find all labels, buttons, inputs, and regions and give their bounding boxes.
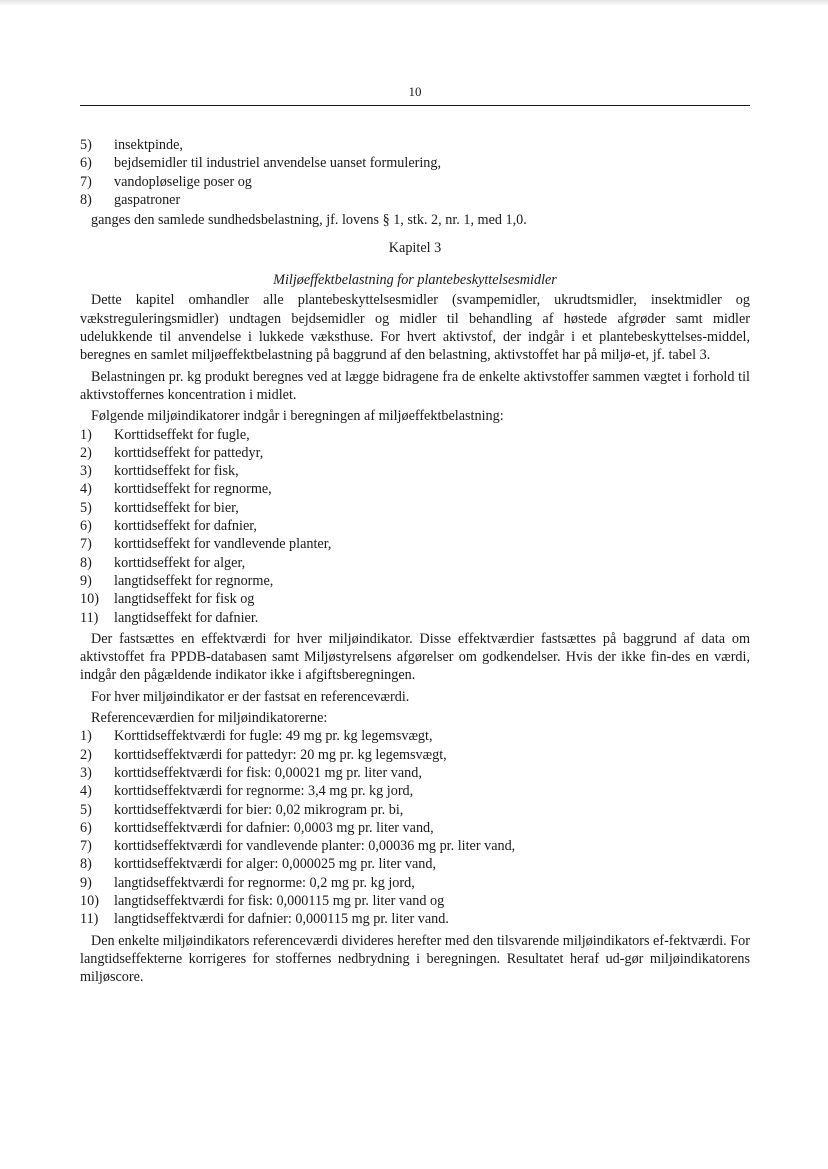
list-item-text: vandopløselige poser og (114, 173, 252, 190)
list-item-number: 5) (80, 499, 92, 516)
list-item-number: 2) (80, 746, 92, 763)
paragraph-reference-heading: Referenceværdien for miljøindikatorerne: (91, 710, 328, 727)
list-item-text: Korttidseffekt for fugle, (114, 426, 250, 443)
paragraph-scope: Dette kapitel omhandler alle plantebeskyttelsesmidler (svampemidler, ukrudtsmidler, insektmidler og vækstreguleringsmidler) undtagen bejdsemidler og midler til behandling af høstede afgrøder samt midler udelukkende til anvendelse i lukkede væksthuse. For hvert aktivstof, der indgår i et plantebeskyttelses-middel, beregnes en samlet miljøeffektbelastning på baggrund af den belastning, aktivstoffet har på miljø-et, jf. tabel 3. (80, 292, 750, 364)
list-item-text: langtidseffekt for regnorme, (114, 572, 274, 589)
list-item (80, 727, 750, 745)
list-item-text: korttidseffektværdi for bier: 0,02 mikrogram pr. bi, (114, 801, 404, 818)
list-reference-values (80, 727, 750, 928)
list-item-text: langtidseffektværdi for fisk: 0,000115 mg pr. liter vand og (114, 892, 445, 909)
list-item-text: korttidseffektværdi for regnorme: 3,4 mg pr. kg jord, (114, 783, 414, 800)
list-item-text: langtidseffektværdi for regnorme: 0,2 mg pr. kg jord, (114, 874, 415, 891)
paragraph-weighting: Belastningen pr. kg produkt beregnes ved at lægge bidragene fra de enkelte aktivstoffer sammen vægtet i forhold til aktivstoffernes koncentration i midlet. (80, 368, 750, 403)
list-a (80, 136, 750, 209)
list-item (80, 572, 750, 590)
list-item (80, 892, 750, 910)
list-item-number: 7) (80, 173, 92, 190)
list-item-number: 5) (80, 801, 92, 818)
paragraph-effect-values: Der fastsættes en effektværdi for hver miljøindikator. Disse effektværdier fastsættes på baggrund af data om aktivstoffet fra PPDB-databasen samt Miljøstyrelsens afgørelser om godkendelser. Hvis der ikke fin-des en værdi, indgår den pågældende indikator ikke i afgiftsberegningen. (80, 630, 750, 684)
document-page (80, 84, 750, 986)
list-item-text: Korttidseffektværdi for fugle: 49 mg pr. kg legemsvægt, (114, 728, 433, 745)
page-number: 10 (408, 84, 422, 99)
paragraph-reference-intro: For hver miljøindikator er der fastsat en referenceværdi. (91, 688, 410, 705)
list-item (80, 874, 750, 892)
list-item (80, 499, 750, 517)
list-item-number: 7) (80, 536, 92, 553)
list-item (80, 535, 750, 553)
list-item (80, 819, 750, 837)
list-item-text: korttidseffektværdi for pattedyr: 20 mg pr. kg legemsvægt, (114, 746, 447, 763)
list-item (80, 910, 750, 928)
list-item-number: 10) (80, 892, 99, 909)
list-indicators (80, 426, 750, 627)
list-item-number: 8) (80, 554, 92, 571)
list-item-number: 3) (80, 463, 92, 480)
list-item-number: 7) (80, 838, 92, 855)
list-item-number: 6) (80, 819, 92, 836)
list-item (80, 764, 750, 782)
list-item-number: 10) (80, 591, 99, 608)
list-item-number: 6) (80, 518, 92, 535)
list-item-number: 9) (80, 874, 92, 891)
list-item (80, 517, 750, 535)
header-rule (80, 105, 750, 106)
list-item-text: korttidseffektværdi for alger: 0,000025 mg pr. liter vand, (114, 856, 437, 873)
list-item-text: langtidseffekt for dafnier. (114, 609, 259, 626)
list-item-number: 11) (80, 911, 99, 928)
paragraph-multiplier: ganges den samlede sundhedsbelastning, jf. lovens § 1, stk. 2, nr. 1, med 1,0. (91, 212, 527, 229)
list-item-text: korttidseffekt for regnorme, (114, 481, 272, 498)
list-item-text: korttidseffektværdi for fisk: 0,00021 mg pr. liter vand, (114, 764, 422, 781)
list-item (80, 136, 750, 154)
list-item-number: 4) (80, 481, 92, 498)
list-item-number: 6) (80, 155, 92, 172)
list-item (80, 191, 750, 209)
list-item (80, 480, 750, 498)
paragraph-indicators-intro: Følgende miljøindikatorer indgår i beregningen af miljøeffektbelastning: (91, 408, 504, 425)
list-item (80, 554, 750, 572)
list-item-number: 3) (80, 764, 92, 781)
list-item-number: 4) (80, 783, 92, 800)
list-item-text: korttidseffekt for alger, (114, 554, 246, 571)
list-item-text: korttidseffektværdi for vandlevende planter: 0,00036 mg pr. liter vand, (114, 838, 516, 855)
list-item (80, 609, 750, 627)
list-item-number: 1) (80, 728, 92, 745)
list-item-text: korttidseffekt for pattedyr, (114, 444, 264, 461)
scan-edge (0, 0, 828, 6)
list-item (80, 590, 750, 608)
list-item-number: 5) (80, 137, 92, 153)
list-item (80, 801, 750, 819)
list-item-number: 2) (80, 444, 92, 461)
list-item-text: korttidseffekt for dafnier, (114, 518, 257, 535)
list-item (80, 837, 750, 855)
list-item (80, 444, 750, 462)
list-item (80, 782, 750, 800)
list-item-text: korttidseffekt for vandlevende planter, (114, 536, 332, 553)
list-item-text: korttidseffekt for bier, (114, 499, 239, 516)
list-item-text: korttidseffekt for fisk, (114, 463, 239, 480)
list-item-number: 1) (80, 426, 92, 443)
list-item-number: 8) (80, 856, 92, 873)
list-item-text: insektpinde, (114, 137, 183, 153)
list-item-text: korttidseffektværdi for dafnier: 0,0003 mg pr. liter vand, (114, 819, 434, 836)
list-item-text: langtidseffekt for fisk og (114, 591, 255, 608)
list-item-number: 9) (80, 572, 92, 589)
list-item (80, 426, 750, 444)
chapter-title: Kapitel 3 (388, 240, 442, 257)
paragraph-score: Den enkelte miljøindikators referenceværdi divideres herefter med den tilsvarende miljøindikators ef-fektværdi. For langtidseffekterne korrigeres for stoffernes nedbrydning i beregningen. Resultatet heraf ud-gør miljøindikatorens miljøscore. (80, 932, 750, 986)
list-item (80, 855, 750, 873)
list-item (80, 746, 750, 764)
chapter-subtitle: Miljøeffektbelastning for plantebeskyttelsesmidler (273, 272, 557, 289)
list-item (80, 462, 750, 480)
list-item-text: langtidseffektværdi for dafnier: 0,000115 mg pr. liter vand. (114, 911, 449, 928)
list-item-number: 8) (80, 191, 92, 208)
list-item-number: 11) (80, 609, 99, 626)
list-item (80, 173, 750, 191)
list-item (80, 154, 750, 172)
list-item-text: bejdsemidler til industriel anvendelse uanset formulering, (114, 155, 442, 172)
list-item-text: gaspatroner (114, 191, 181, 208)
